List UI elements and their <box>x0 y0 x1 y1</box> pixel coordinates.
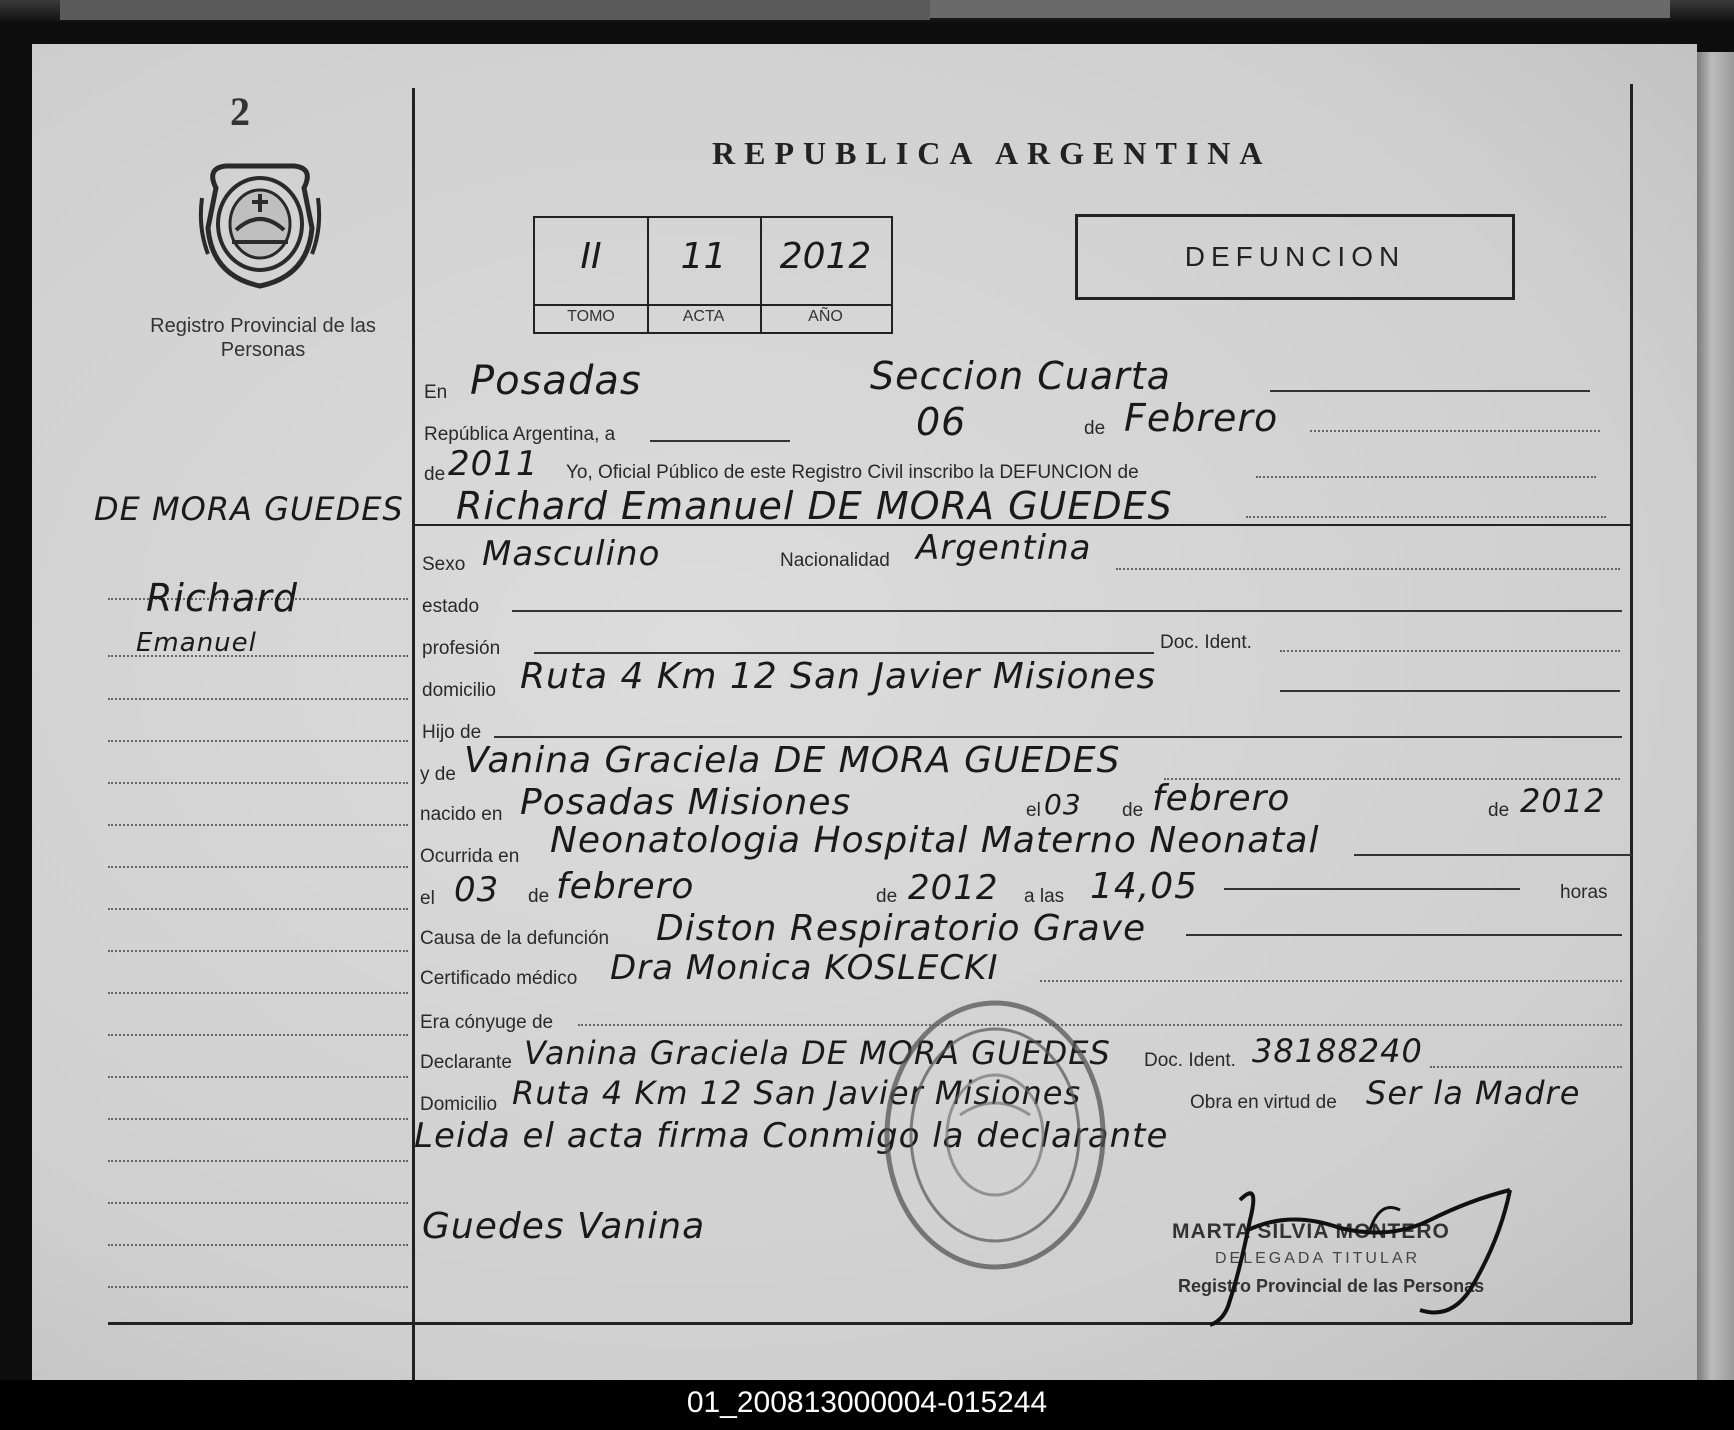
margin-line <box>108 1034 408 1036</box>
nationality-value: Argentina <box>916 528 1092 568</box>
label-de: de <box>1084 418 1106 439</box>
birth-month-value: febrero <box>1152 778 1291 819</box>
label-doc-ident: Doc. Ident. <box>1160 632 1252 653</box>
margin-line <box>108 1244 408 1246</box>
reading-note: Leida el acta firma Conmigo la declarante <box>414 1116 1169 1156</box>
page-number: 2 <box>230 89 250 134</box>
label-horas: horas <box>1560 882 1608 903</box>
declarant-value: Vanina Graciela DE MORA GUEDES <box>524 1034 1111 1072</box>
label-de-d: de <box>876 886 898 907</box>
day-value: 06 <box>916 400 967 444</box>
label-ocurrida-en: Ocurrida en <box>420 846 520 867</box>
label-conyuge: Era cónyuge de <box>420 1012 554 1033</box>
label-a-las: a las <box>1024 886 1065 907</box>
fill-line <box>1280 690 1620 692</box>
label-profesion: profesión <box>422 638 501 659</box>
margin-line <box>108 782 408 784</box>
ano-label: AÑO <box>760 304 891 326</box>
ano-value: 2012 <box>779 236 872 277</box>
death-year-value: 2012 <box>908 868 999 908</box>
fill-line <box>1246 516 1606 518</box>
fill-line <box>1256 476 1596 478</box>
right-border <box>1630 84 1633 1324</box>
label-declarante: Declarante <box>420 1052 512 1073</box>
label-sexo: Sexo <box>422 554 466 575</box>
ano-cell <box>760 218 891 332</box>
label-republica: República Argentina, a <box>424 424 616 445</box>
label-nacionalidad: Nacionalidad <box>780 550 890 571</box>
doctor-value: Dra Monica KOSLECKI <box>610 948 999 988</box>
official-office: Registro Provincial de las Personas <box>1178 1276 1485 1296</box>
tomo-cell <box>535 218 649 332</box>
label-de-year: de <box>424 464 446 485</box>
provincial-seal-icon <box>196 158 324 290</box>
margin-line <box>108 992 408 994</box>
fill-line <box>1280 650 1620 652</box>
fill-line <box>1040 980 1622 982</box>
margin-line <box>108 698 408 700</box>
death-day-value: 03 <box>454 870 500 910</box>
mother-value: Vanina Graciela DE MORA GUEDES <box>464 740 1121 781</box>
margin-line <box>108 950 408 952</box>
margin-line <box>108 1202 408 1204</box>
death-time-value: 14,05 <box>1090 866 1199 907</box>
margin-line <box>108 740 408 742</box>
fill-line <box>512 610 1622 612</box>
margin-line <box>108 1160 408 1162</box>
official-stamp-icon <box>880 995 1110 1275</box>
year-value: 2011 <box>448 444 539 484</box>
fill-line <box>1430 1066 1622 1068</box>
acta-cell <box>647 218 762 332</box>
label-en: En <box>424 382 448 403</box>
page-fold <box>1697 52 1734 1380</box>
fill-line <box>1354 854 1632 856</box>
tomo-value: II <box>580 236 602 277</box>
declarant-doc-value: 38188240 <box>1252 1032 1423 1070</box>
scan-id: 01_200813000004-015244 <box>686 1386 1048 1419</box>
margin-line <box>108 1076 408 1078</box>
official-name: MARTA SILVIA MONTERO <box>1172 1220 1450 1243</box>
margin-line <box>108 1118 408 1120</box>
label-obra: Obra en virtud de <box>1190 1092 1337 1113</box>
margin-line <box>108 866 408 868</box>
address-value: Ruta 4 Km 12 San Javier Misiones <box>520 656 1157 697</box>
register-box <box>533 216 893 334</box>
record-type: DEFUNCION <box>1184 241 1406 272</box>
book-top-edge <box>0 0 1734 22</box>
label-hijo-de: Hijo de <box>422 722 482 743</box>
label-de-a: de <box>1122 800 1144 821</box>
fill-line <box>494 736 1622 738</box>
label-estado: estado <box>422 596 480 617</box>
label-certificado: Certificado médico <box>420 968 578 989</box>
city-value: Posadas <box>470 358 642 404</box>
label-el-2: el <box>420 888 435 909</box>
birth-place-value: Posadas Misiones <box>520 782 852 823</box>
label-el: el <box>1026 800 1041 821</box>
record-type-box <box>1075 214 1515 300</box>
deceased-name: Richard Emanuel DE MORA GUEDES <box>456 484 1173 528</box>
fill-line <box>1310 430 1600 432</box>
death-month-value: febrero <box>556 866 695 907</box>
fill-line <box>1224 888 1520 890</box>
label-y-de: y de <box>420 764 456 785</box>
cause-value: Diston Respiratorio Grave <box>656 908 1147 949</box>
label-nacido-en: nacido en <box>420 804 503 825</box>
margin-divider <box>412 88 415 1380</box>
label-de-c: de <box>528 886 550 907</box>
label-doc-ident-2: Doc. Ident. <box>1144 1050 1236 1071</box>
birth-day-value: 03 <box>1044 788 1082 821</box>
death-place-value: Neonatologia Hospital Materno Neonatal <box>550 820 1320 861</box>
label-inscribo: Yo, Oficial Público de este Registro Civil inscribo la DEFUNCION de <box>566 462 1139 483</box>
fill-line <box>534 652 1154 654</box>
acta-value: 11 <box>680 236 727 277</box>
sex-value: Masculino <box>482 534 661 574</box>
margin-first-name: Richard <box>146 576 298 620</box>
fill-line <box>1186 934 1622 936</box>
margin-line <box>108 1286 408 1288</box>
label-de-b: de <box>1488 800 1510 821</box>
section-value: Seccion Cuarta <box>870 354 1171 398</box>
birth-year-value: 2012 <box>1520 782 1606 820</box>
official-signature-icon <box>1170 1170 1520 1330</box>
by-virtue-value: Ser la Madre <box>1366 1074 1581 1112</box>
tomo-label: TOMO <box>535 304 647 326</box>
margin-surname: DE MORA GUEDES <box>94 490 404 528</box>
fill-line <box>1116 568 1620 570</box>
declarant-address-value: Ruta 4 Km 12 San Javier Misiones <box>512 1074 1082 1112</box>
margin-line <box>108 908 408 910</box>
declarant-signature: Guedes Vanina <box>422 1206 706 1247</box>
label-causa: Causa de la defunción <box>420 928 610 949</box>
fill-line <box>650 440 790 442</box>
label-domicilio-2: Domicilio <box>420 1094 498 1115</box>
official-role: DELEGADA TITULAR <box>1215 1250 1421 1267</box>
label-domicilio: domicilio <box>422 680 496 701</box>
margin-middle-name: Emanuel <box>136 628 257 658</box>
fill-line <box>1270 390 1590 392</box>
margin-line <box>108 824 408 826</box>
country-title: REPUBLICA ARGENTINA <box>712 135 1272 171</box>
registry-label: Registro Provincial de las Personas <box>150 315 376 361</box>
acta-label: ACTA <box>647 304 760 326</box>
month-value: Febrero <box>1124 396 1279 440</box>
